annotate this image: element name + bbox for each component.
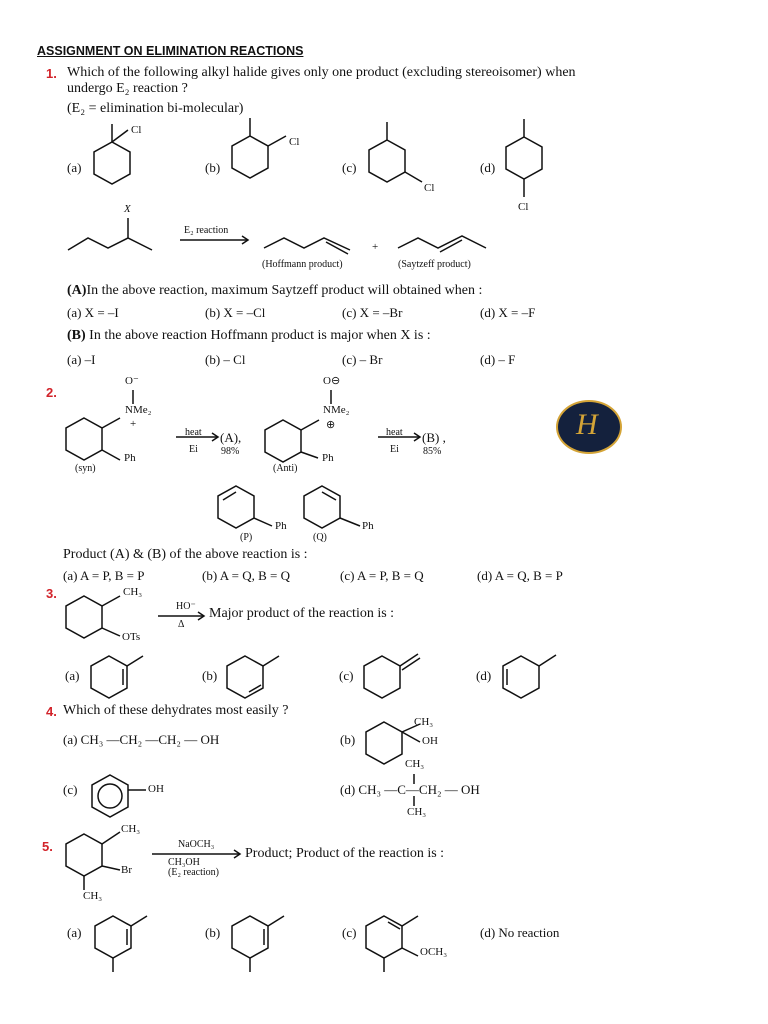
option: (a) X = –I (67, 305, 119, 320)
option: (c) – Br (342, 352, 383, 367)
reaction-condition: E₂ reaction (184, 225, 229, 236)
cyclohexane-ring (265, 420, 301, 462)
reaction-condition: heat (386, 427, 403, 438)
subquestion-a: (A)In the above reaction, maximum Saytzeff product will obtained when : (67, 283, 483, 298)
option-label: (d) (476, 668, 492, 683)
methyl-label: CH₃ (414, 716, 434, 728)
methyl-label: CH₃ (83, 890, 103, 902)
methyl-label: CH₃ (405, 758, 425, 770)
phenyl-label: Ph (322, 452, 334, 464)
option-label: (c) (339, 668, 354, 683)
option-label: (c) (342, 925, 357, 940)
plus-sign: + (372, 241, 379, 253)
option-label: (c) (63, 782, 78, 797)
option: (b) – Cl (205, 352, 246, 367)
yield-label: 85% (423, 446, 442, 457)
option-label: (a) (65, 668, 80, 683)
reagent-label: NaOCH₃ (178, 839, 215, 850)
question-text: Which of these dehydrates most easily ? (63, 703, 289, 718)
question-text: Product (A) & (B) of the above reaction is : (63, 547, 308, 562)
methoxy-label: OCH₃ (420, 946, 448, 958)
methyl-label: CH₃ (123, 586, 143, 598)
tosylate-label: OTs (122, 631, 141, 643)
reagent-label: (E₂ reaction) (168, 867, 219, 878)
substituent-x: X (124, 203, 131, 215)
charge-label: + (130, 418, 137, 430)
option: (d) X = –F (480, 305, 536, 320)
question-text: Product; Product of the reaction is : (245, 846, 445, 861)
option: (b) X = –Cl (205, 305, 266, 320)
hoffmann-product-label: (Hoffmann product) (262, 259, 343, 270)
charge-label: ⊕ (326, 419, 336, 431)
phenyl-label: Ph (124, 452, 136, 464)
reagent-label: CH₃OH (168, 857, 200, 868)
methyl-label: CH₃ (121, 823, 141, 835)
option: (b) A = Q, B = Q (202, 568, 290, 583)
option-label: (d) (480, 160, 496, 175)
chlorine-label: Cl (518, 201, 529, 213)
option: (d) A = Q, B = P (477, 568, 563, 583)
cyclohexane-ring (66, 596, 102, 638)
question-number: 5. (42, 839, 53, 854)
option-label: (b) (202, 668, 218, 683)
cyclohexane-ring (506, 137, 542, 179)
question-number: 2. (46, 385, 57, 400)
product-b-label: (B) , (422, 430, 446, 445)
question-note: (E₂ = elimination bi-molecular) (67, 101, 244, 116)
question-number: 3. (46, 586, 57, 601)
anti-label: (Anti) (273, 463, 298, 474)
product-a-label: (A), (220, 430, 242, 445)
methyl-label: CH₃ (407, 806, 427, 818)
option: (d) – F (480, 352, 516, 367)
bromine-label: Br (121, 864, 132, 876)
hydroxyl-label: OH (422, 735, 438, 747)
cyclohexane-ring (94, 142, 130, 184)
subquestion-b: (B) In the above reaction Hoffmann product is major when X is : (67, 328, 431, 343)
option: (a) CH₃ —CH₂ —CH₂ — OH (63, 732, 220, 747)
cyclohexane-ring (66, 418, 102, 460)
option: (d) No reaction (480, 925, 560, 940)
structure-q-label: (Q) (313, 532, 327, 543)
syn-label: (syn) (75, 463, 96, 474)
structure-p-label: (P) (240, 532, 253, 543)
option: (d) CH₃ —C—CH₂ — OH (340, 782, 480, 797)
alkyl-halide-chain (68, 238, 152, 250)
saytzeff-product-label: (Saytzeff product) (398, 259, 471, 270)
option-label: (a) (67, 160, 82, 175)
reaction-condition: Ei (189, 444, 198, 455)
oxide-label: O⊖ (323, 375, 341, 387)
option-label: (b) (340, 732, 356, 747)
cyclohexane-ring (232, 136, 268, 178)
chlorine-label: Cl (424, 182, 435, 194)
question-number: 1. (46, 66, 57, 81)
question-text: undergo E₂ reaction ? (67, 81, 188, 96)
brand-logo: H (556, 400, 622, 454)
reagent-label: Δ (178, 619, 185, 630)
chlorine-label: Cl (131, 124, 142, 136)
option-label: (b) (205, 160, 221, 175)
cyclohexane-ring (66, 834, 102, 876)
yield-label: 98% (221, 446, 240, 457)
page-title: ASSIGNMENT ON ELIMINATION REACTIONS (37, 44, 304, 58)
reaction-condition: heat (185, 427, 202, 438)
oxide-label: O⁻ (125, 375, 139, 387)
option: (a) A = P, B = P (63, 568, 145, 583)
chlorine-label: Cl (289, 136, 300, 148)
option-label: (a) (67, 925, 82, 940)
nme2-label: NMe₂ (125, 404, 152, 416)
option-label: (c) (342, 160, 357, 175)
phenyl-label: Ph (275, 520, 287, 532)
reagent-label: HO⁻ (176, 601, 196, 612)
option: (c) A = P, B = Q (340, 568, 424, 583)
hydroxyl-label: OH (148, 783, 164, 795)
option-label: (b) (205, 925, 221, 940)
question-number: 4. (46, 704, 57, 719)
question-text: Which of the following alkyl halide gives only one product (excluding stereoisomer) when (67, 65, 576, 80)
nme2-label: NMe₂ (323, 404, 350, 416)
phenyl-label: Ph (362, 520, 374, 532)
option: (c) X = –Br (342, 305, 403, 320)
reaction-condition: Ei (390, 444, 399, 455)
option: (a) –I (67, 352, 96, 367)
question-text: Major product of the reaction is : (209, 606, 395, 621)
cyclohexane-ring (369, 140, 405, 182)
